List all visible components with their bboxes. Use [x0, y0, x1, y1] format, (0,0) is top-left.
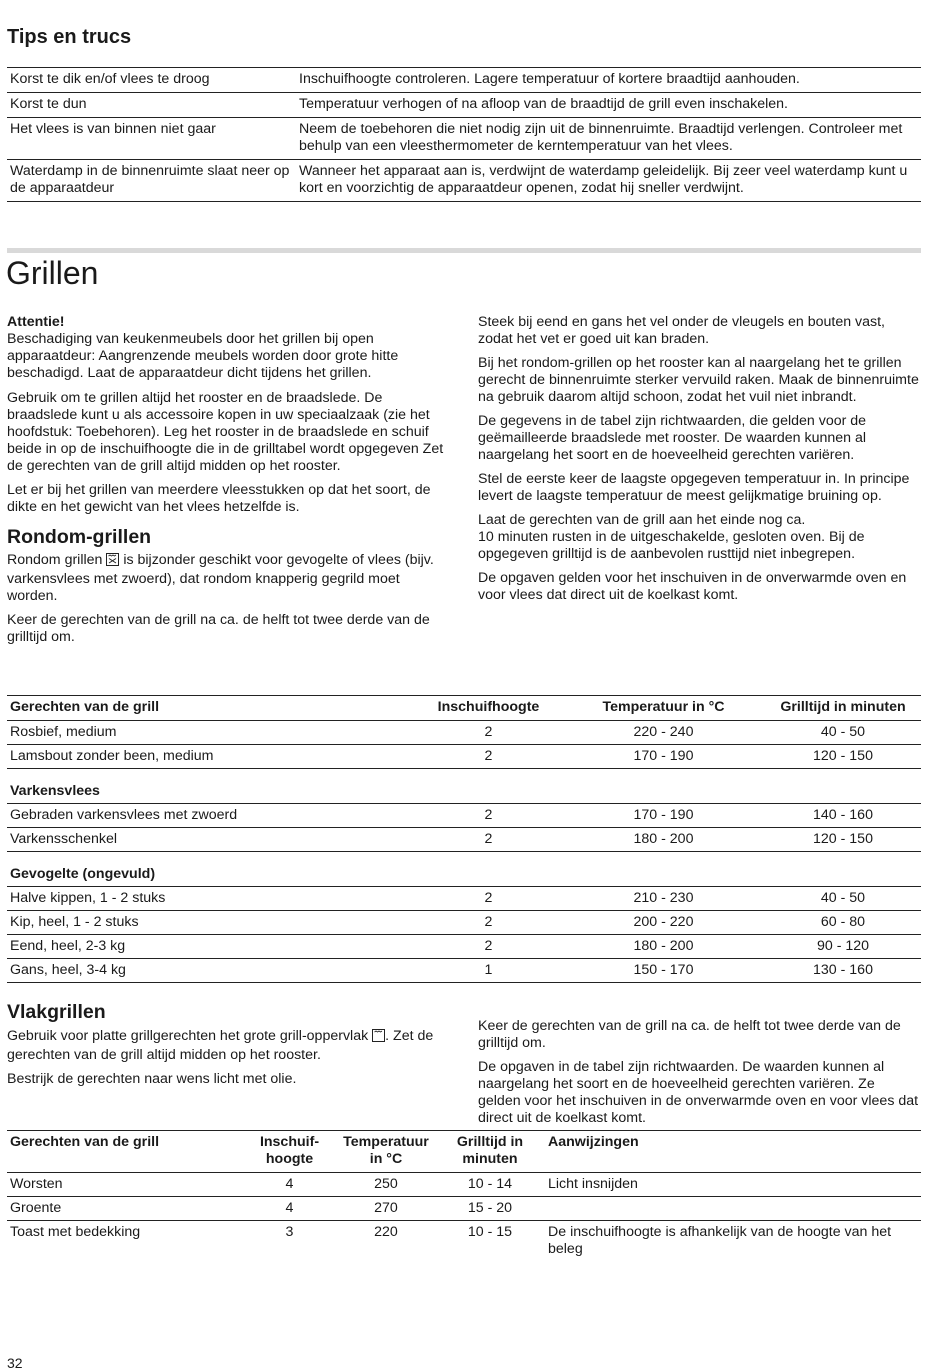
temp-cell: 250 [332, 1173, 440, 1197]
level-cell: 2 [415, 935, 562, 959]
table-group-label: Varkensvlees [7, 769, 921, 804]
temp-cell: 170 - 190 [562, 745, 765, 769]
large-grill-area-icon [372, 1029, 385, 1047]
table2-header-dish: Gerechten van de grill [7, 1131, 247, 1173]
table2-header-temp: Temperatuur in °C [332, 1131, 440, 1173]
dish-cell: Worsten [7, 1173, 247, 1197]
temp-cell: 180 - 200 [562, 828, 765, 852]
dish-cell: Rosbief, medium [7, 721, 415, 745]
time-cell: 130 - 160 [765, 959, 921, 983]
level-cell: 2 [415, 721, 562, 745]
rotisserie-grill-icon [106, 553, 119, 571]
attention-text: Beschadiging van keukenmeubels door het grillen bij open apparaatdeur: Aangrenzende meubels worden door grote hitte beschadigd. Laat de apparaatdeur dicht tijdens het grillen. [7, 331, 399, 381]
tips-row [7, 117, 921, 159]
time-cell: 40 - 50 [765, 887, 921, 911]
level-cell: 2 [415, 828, 562, 852]
temp-cell: 220 [374, 1224, 398, 1240]
table2-header-notes: Aanwijzingen [540, 1131, 921, 1173]
tips-row [7, 68, 921, 92]
rondom-text-after: is bijzonder geschikt voor gevogelte of vlees (bijv. varkensvlees met zwoerd), dat rondom knapperig gegrild moet worden. [7, 552, 434, 604]
temp-cell: 170 - 190 [562, 804, 765, 828]
grillen-right-paragraph: De opgaven gelden voor het inschuiven in de onverwarmde oven en voor vlees dat direct uit de koelkast komt. [478, 570, 907, 603]
grillen-right-paragraph: Stel de eerste keer de laagste opgegeven temperatuur in. In principe levert de laagste temperatuur de meest gelijkmatige bruining op. [478, 471, 910, 504]
dish-cell: Kip, heel, 1 - 2 stuks [7, 911, 415, 935]
note-cell: Licht insnijden [540, 1173, 921, 1197]
vlak-title: Vlakgrillen [7, 1001, 106, 1023]
time-cell: 15 - 20 [440, 1197, 540, 1221]
table-row [7, 1173, 921, 1197]
tips-solution: Wanneer het apparaat aan is, verdwijnt de waterdamp geleidelijk. Bij zeer veel waterdamp kunt u kort en voorzichtig de apparaatdeur openen, zodat hij sneller verdwijnt. [299, 163, 908, 196]
level-cell: 2 [415, 911, 562, 935]
temp-cell: 270 [332, 1197, 440, 1221]
table-row [7, 911, 921, 935]
table-row [7, 1197, 921, 1221]
table-row [7, 935, 921, 959]
temp-cell: 200 - 220 [562, 911, 765, 935]
temp-cell: 220 - 240 [562, 721, 765, 745]
vlak-right-column [478, 1018, 921, 1127]
vlak-right-paragraph-2: De opgaven in de tabel zijn richtwaarden. De waarden kunnen al naargelang het soort en de hoeveelheid gerechten variëren. Ze gelden voor het inschuiven in de onverwarmde oven en voor vlees dat direct uit de koelkast komt. [478, 1059, 919, 1126]
dish-cell: Gebraden varkensvlees met zwoerd [7, 804, 415, 828]
vlak-text-before: Gebruik voor platte grillgerechten het grote grill-oppervlak [7, 1028, 369, 1044]
time-cell: 60 - 80 [765, 911, 921, 935]
table-row [7, 804, 921, 828]
table-row [7, 828, 921, 852]
temp-cell: 210 - 230 [562, 887, 765, 911]
time-cell: 120 - 150 [765, 828, 921, 852]
dish-cell: Groente [7, 1197, 247, 1221]
note-cell [540, 1197, 921, 1221]
time-cell: 10 - 15 [467, 1224, 513, 1240]
grillen-right-paragraph: Steek bij eend en gans het vel onder de vleugels en bouten vast, zodat het vet er goed uit kan braden. [478, 314, 885, 347]
table1-header-level: Inschuifhoogte [415, 696, 562, 721]
level-cell: 1 [415, 959, 562, 983]
vlak-text-after: . Zet de gerechten van de grill altijd midden op het rooster. [7, 1028, 434, 1063]
tips-problem: Het vlees is van binnen niet gaar [10, 121, 216, 137]
tips-problem: Waterdamp in de binnenruimte slaat neer op de apparaatdeur [10, 163, 290, 196]
time-cell: 40 - 50 [765, 721, 921, 745]
time-cell: 90 - 120 [765, 935, 921, 959]
table-group-row [7, 852, 921, 887]
table-group-label: Gevogelte (ongevuld) [7, 852, 921, 887]
table-row [7, 887, 921, 911]
table-row [7, 745, 921, 769]
grillen-right-column [478, 314, 921, 611]
section-divider [7, 248, 921, 253]
tips-solution: Temperatuur verhogen of na afloop van de braadtijd de grill even inschakelen. [299, 96, 788, 112]
table2-header-level: Inschuif- hoogte [247, 1131, 332, 1173]
rondom-paragraph-2: Keer de gerechten van de grill na ca. de helft tot twee derde van de grilltijd om. [7, 612, 430, 645]
dish-cell: Varkensschenkel [7, 828, 415, 852]
grill-table-rondom [7, 695, 921, 983]
vlak-paragraph-2: Bestrijk de gerechten naar wens licht met olie. [7, 1071, 297, 1087]
tips-problem: Korst te dun [10, 96, 87, 112]
grillen-right-paragraph: Laat de gerechten van de grill aan het einde nog ca. 10 minuten rusten in de uitgeschakelde, gesloten oven. Bij de opgegeven grilltijd is de aanbevolen rusttijd niet inbegrepen. [478, 512, 865, 562]
grillen-left-column [7, 314, 447, 646]
vlak-left-column [7, 1000, 447, 1088]
vlak-paragraph-1 [7, 1028, 447, 1064]
grillen-paragraph-1: Gebruik om te grillen altijd het rooster en de braadslede. De braadslede kunt u als accessoire kopen in uw speciaalzaak (zie het hoofdstuk: Toebehoren). Leg het rooster in de braadslede en schuif beide in op de inschuifhoogte die in de grilltabel wordt opgegeven Zet de gerechten van de grill altijd midden op het rooster. [7, 390, 444, 474]
table1-header-dish: Gerechten van de grill [7, 696, 415, 721]
grill-table-vlak [7, 1130, 921, 1261]
table1-header-temp: Temperatuur in °C [562, 696, 765, 721]
rondom-text-before: Rondom grillen [7, 552, 103, 568]
table2-header-time: Grilltijd in minuten [440, 1131, 540, 1173]
tips-table [7, 67, 921, 202]
dish-cell: Halve kippen, 1 - 2 stuks [7, 887, 415, 911]
table-row [7, 721, 921, 745]
time-cell: 140 - 160 [765, 804, 921, 828]
dish-cell: Eend, heel, 2-3 kg [7, 935, 415, 959]
grillen-title: Grillen [6, 255, 99, 291]
vlak-right-paragraph-1: Keer de gerechten van de grill na ca. de helft tot twee derde van de grilltijd om. [478, 1018, 901, 1051]
time-cell: 120 - 150 [765, 745, 921, 769]
note-cell: De inschuifhoogte is afhankelijk van de hoogte van het beleg [548, 1224, 892, 1257]
table-row [7, 959, 921, 983]
tips-row [7, 92, 921, 117]
grillen-paragraph-2: Let er bij het grillen van meerdere vleesstukken op dat het soort, de dikte en het gewicht van het vlees hetzelfde is. [7, 482, 431, 515]
dish-cell: Gans, heel, 3-4 kg [7, 959, 415, 983]
tips-solution: Inschuifhoogte controleren. Lagere temperatuur of kortere braadtijd aanhouden. [299, 71, 800, 87]
level-cell: 2 [415, 804, 562, 828]
level-cell: 2 [415, 745, 562, 769]
tips-solution: Neem de toebehoren die niet nodig zijn uit de binnenruimte. Braadtijd verlengen. Controleer met behulp van een vleesthermometer de kerntemperatuur van het vlees. [299, 121, 903, 154]
rondom-paragraph-1 [7, 552, 447, 605]
table1-header-time: Grilltijd in minuten [765, 696, 921, 721]
temp-cell: 150 - 170 [562, 959, 765, 983]
level-cell: 2 [415, 887, 562, 911]
level-cell: 3 [285, 1224, 294, 1240]
table-row [7, 1221, 921, 1262]
tips-title: Tips en trucs [7, 26, 132, 48]
grillen-right-paragraph: Bij het rondom-grillen op het rooster kan al naargelang het te grillen gerecht de binnenruimte sterker vervuild raken. Maak de binnenruimte na gebruik daarom altijd schoon, zodat het vuil niet inbrandt. [478, 355, 919, 405]
level-cell: 4 [247, 1173, 332, 1197]
dish-cell: Toast met bedekking [10, 1224, 141, 1240]
page-number: 32 [7, 1355, 23, 1371]
tips-problem: Korst te dik en/of vlees te droog [10, 71, 210, 87]
temp-cell: 180 - 200 [562, 935, 765, 959]
attention-label: Attentie! [7, 314, 65, 330]
grillen-right-paragraph: De gegevens in de tabel zijn richtwaarden, die gelden voor de geëmailleerde braadslede met rooster. De waarden kunnen al naargelang het soort en de hoeveelheid gerechten variëren. [478, 413, 867, 463]
dish-cell: Lamsbout zonder been, medium [7, 745, 415, 769]
level-cell: 4 [247, 1197, 332, 1221]
table-group-row [7, 769, 921, 804]
rondom-title: Rondom-grillen [7, 526, 152, 548]
tips-row [7, 159, 921, 201]
time-cell: 10 - 14 [440, 1173, 540, 1197]
